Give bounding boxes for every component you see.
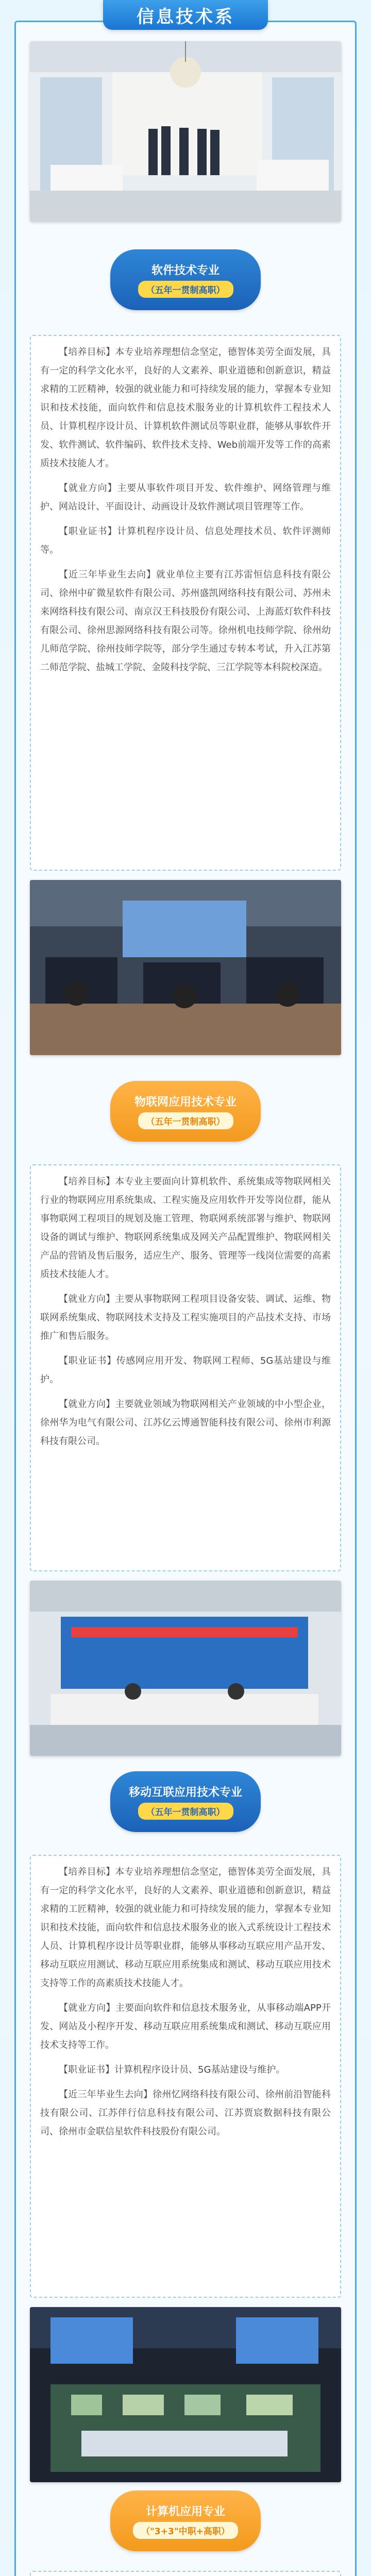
major-card-mobile (30, 1855, 341, 2298)
paragraph: 【就业方向】主要就业领域为物联网相关产业领域的中小型企业，徐州华为电气有限公司、江苏亿云博通智能科技有限公司、徐州市利源科技有限公司。 (40, 1399, 331, 1447)
hero-photo (30, 41, 341, 222)
major-tag: （五年一贯制高职） (138, 281, 233, 298)
paragraph: 【职业证书】计算机程序设计员、信息处理技术员、软件评测师等。 (40, 526, 331, 555)
paragraph: 【近三年毕业生去向】就业单位主要有江苏雷恒信息科技有限公司、徐州中矿微星软件有限公司、苏州盛凯网络科技有限公司、苏州未来网络科技有限公司、南京汉王科技股份有限公司、上海蓝灯软件科技有限公司、徐州思源网络科技有限公司等。徐州机电技师学院、徐州幼儿师范学院、徐州技师学院等，部分学生通过专转本考试，升入江苏第二师范学院、盐城工学院、金陵科技学院、三江学院等本科院校深造。 (40, 569, 331, 673)
major-badge-mobile (110, 1771, 261, 1832)
sandtable-photo-mobile (30, 2307, 341, 2482)
major-badge-iot (110, 1081, 261, 1142)
major-card-computer (30, 2571, 341, 2576)
classroom-photo-software (30, 880, 341, 1055)
major-tag: （五年一贯制高职） (138, 1803, 233, 1820)
major-name: 物联网应用技术专业 (134, 1096, 237, 1109)
paragraph: 【职业证书】计算机程序设计员、5G基站建设与维护。 (59, 2064, 285, 2075)
paragraph: 【培养目标】本专业主要面向计算机软件、系统集成等物联网相关行业的物联网应用系统集成、工程实施及应用软件开发等岗位群，能从事物联网工程项目的规划及施工管理、物联网系统部署与维护、物联网设备的调试与维护、物联网系统集成及网关产品配置维护、物联网相关产品的营销及售后服务，适应生产、服务、管理等一线岗位需要的高素质技术技能人才。 (40, 1176, 331, 1280)
major-name: 移动互联应用技术专业 (128, 1786, 242, 1799)
paragraph: 【培养目标】本专业培养理想信念坚定，德智体美劳全面发展，具有一定的科学文化水平，良好的人文素养、职业道德和创新意识，精益求精的工匠精神，较强的就业能力和可持续发展的能力，掌握本专业知识和技术技能，面向软件和信息技术服务业的嵌入式系统设计工程技术人员、计算机程序设计员等职业群，能够从事移动互联应用产品开发、移动互联应用测试、移动互联应用系统集成和测试、移动互联应用技术支持等工作的高素质技术技能人才。 (40, 1867, 331, 1989)
paragraph: 【就业方向】主要从事软件项目开发、软件维护、网络管理与维护、网站设计、平面设计、动画设计及软件测试项目管理等工作。 (40, 483, 331, 512)
page-title: 信息技术系 (137, 6, 234, 27)
major-badge-computer (110, 2490, 261, 2551)
paragraph: 【职业证书】传感网应用开发、物联网工程师、5G基站建设与维护。 (40, 1355, 331, 1385)
lab-photo-iot (30, 1581, 341, 1756)
paragraph: 【就业方向】主要从事物联网工程项目设备安装、调试、运维、物联网系统集成、物联网技术支持及工程实施项目的产品技术支持、市场推广和售后服务。 (40, 1294, 331, 1342)
major-name: 软件技术专业 (151, 264, 220, 277)
major-card-software (30, 335, 341, 871)
major-tag: （"3+3"中职+高职） (133, 2522, 238, 2539)
paragraph: 【培养目标】本专业培养理想信念坚定，德智体美劳全面发展，具有一定的科学文化水平，良好的人文素养、职业道德和创新意识，精益求精的工匠精神，较强的就业能力和可持续发展的能力，掌握本专业知识和技术技能，面向软件和信息技术服务业的计算机软件工程技术人员、计算机程序设计员、计算机软件测试员等职业群，能够从事软件开发、软件测试、软件编码、软件技术支持、Web前端开发等工作的高素质技术技能人才。 (40, 347, 331, 469)
paragraph: 【近三年毕业生去向】徐州忆网络科技有限公司、徐州前沿智能科技有限公司、江苏伴行信息科技有限公司、江苏贾宸数据科技有限公司、徐州市金联信星软件科技股份有限公司。 (40, 2089, 331, 2137)
major-name: 计算机应用专业 (145, 2505, 225, 2518)
major-card-iot (30, 1164, 341, 1571)
page-title-banner (103, 0, 268, 30)
major-badge-software (110, 249, 261, 310)
paragraph: 【就业方向】主要面向软件和信息技术服务业，从事移动端APP开发、网站及小程序开发、移动互联应用系统集成和测试、移动互联应用技术支持等工作。 (40, 2003, 331, 2050)
major-tag: （五年一贯制高职） (138, 1112, 233, 1129)
